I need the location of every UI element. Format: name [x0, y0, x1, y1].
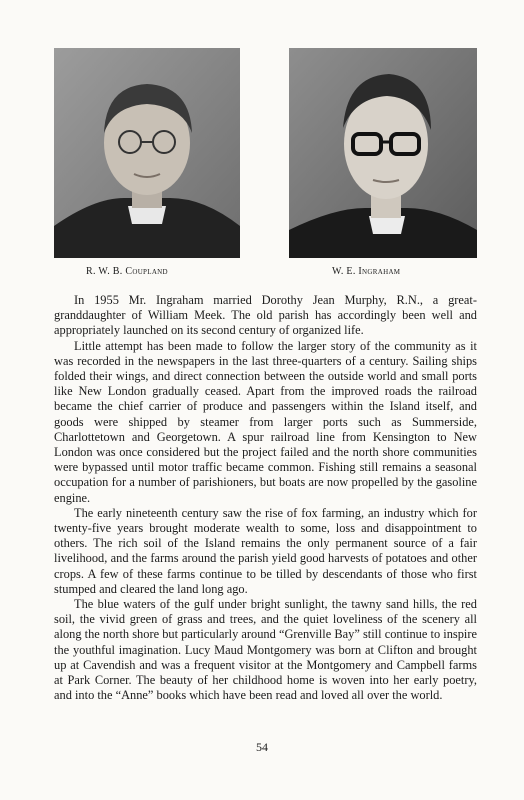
photo-caption-right: W. E. Ingraham [332, 266, 401, 277]
photo-caption-left: R. W. B. Coupland [86, 266, 168, 277]
page-number: 54 [256, 740, 268, 754]
paragraph: The blue waters of the gulf under bright sunlight, the tawny sand hills, the red soil, the vivid green of grass and trees, and the quiet loveliness of the scenery all along the north shore but particularly around “Grenville Bay” still continue to inspire the youthful imagination. Lucy Maud Montgomery was born at Clifton and brought up at Cavendish and was a frequent visitor at the Montgomery and Campbell farms at Park Corner. The beauty of her childhood home is woven into her early poetry, and into the “Anne” books which have been read and loved all over the world. [54, 597, 477, 703]
paragraph: In 1955 Mr. Ingraham married Dorothy Jean Murphy, R.N., a great-granddaughter of William Meek. The old parish has accordingly been well and appropriately launched on its second century of organized life. [54, 293, 477, 338]
body-text [54, 293, 477, 703]
portrait-photo-coupland [54, 48, 240, 258]
portrait-photo-ingraham [289, 48, 477, 258]
paragraph: Little attempt has been made to follow the larger story of the community as it was recorded in the newspapers in the last three-quarters of a century. Sailing ships folded their wings, and direct connection between the outside world and small ports like New London gradually ceased. Apart from the improved roads the railroad became the chief carrier of produce and passengers within the Island itself, and goods were shipped by steamer from larger ports such as Summerside, Charlottetown and Georgetown. A spur railroad line from Kensington to New London was once considered but the project failed and the north shore communities were bypassed until motor traffic became common. Fishing still remains a seasonal occupation for a number of parishioners, but boats are now propelled by the gasoline engine. [54, 338, 477, 505]
paragraph: The early nineteenth century saw the rise of fox farming, an industry which for twenty-five years brought moderate wealth to some, loss and disappointment to others. The rich soil of the Island remains the only permanent source of a fair livelihood, and the farms around the parish yield good harvests of potatoes and other crops. A few of these farms continue to be tilled by descendants of those who first stumped and cleared the land long ago. [54, 505, 477, 596]
